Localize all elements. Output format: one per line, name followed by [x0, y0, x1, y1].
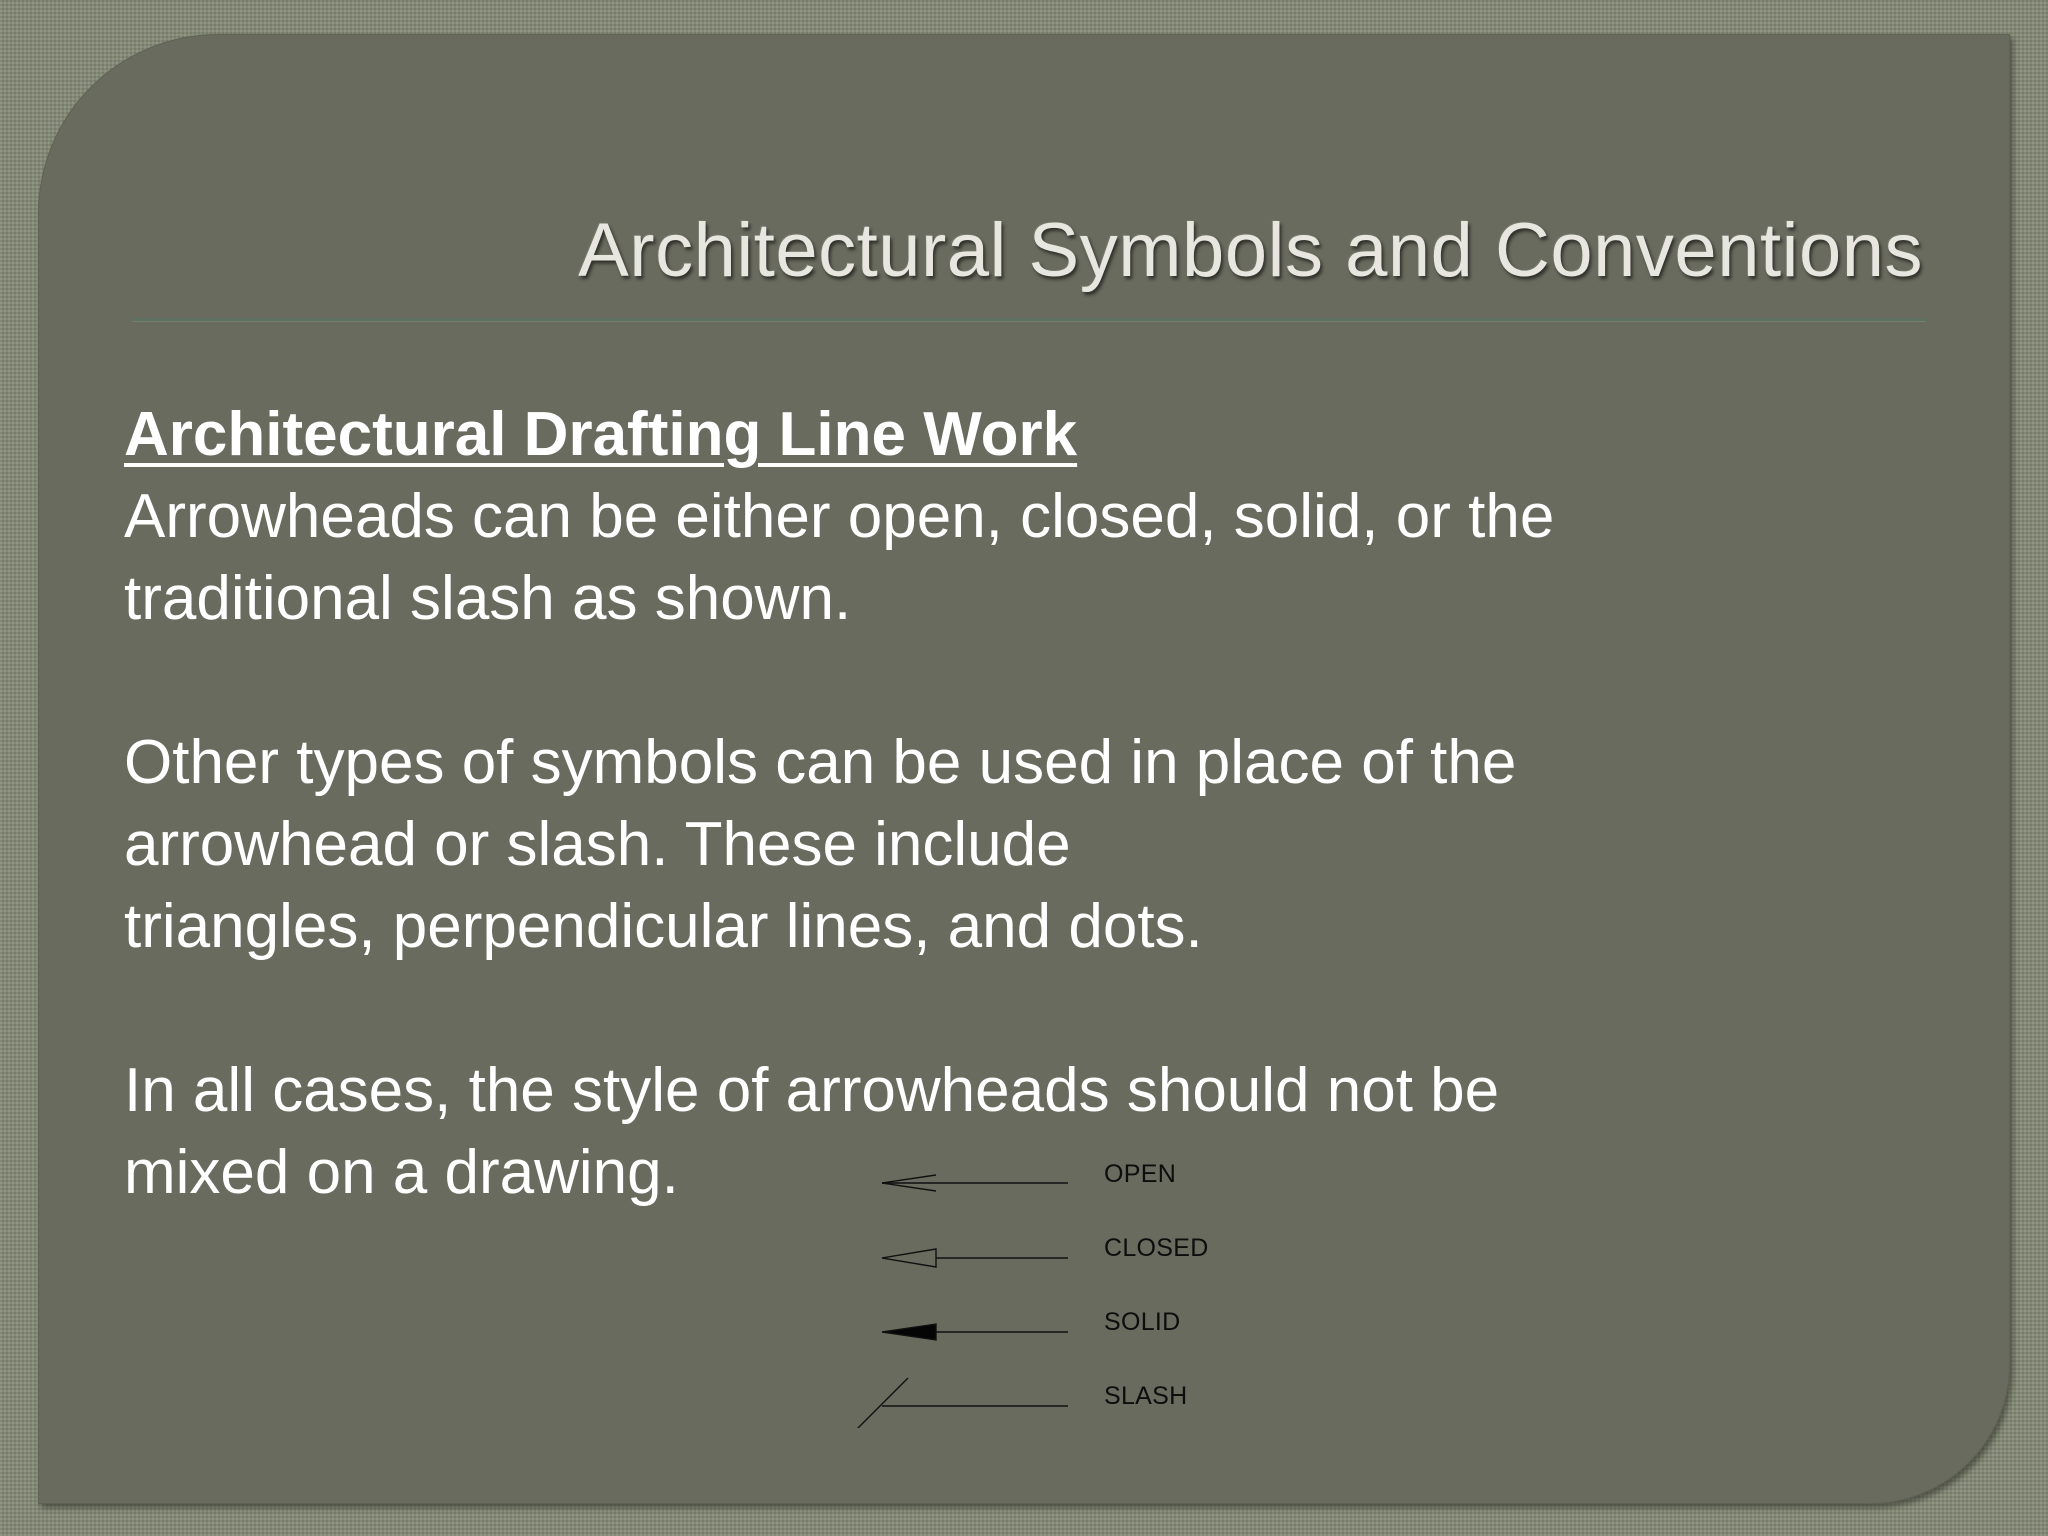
legend-label-closed: CLOSED [1104, 1234, 1209, 1262]
section-heading: Architectural Drafting Line Work [124, 400, 1078, 469]
text-line: mixed on a drawing. [124, 1138, 679, 1207]
slash-arrowhead-icon [855, 1378, 1068, 1428]
legend-label-solid: SOLID [1104, 1308, 1181, 1336]
legend-label-slash: SLASH [1104, 1382, 1188, 1410]
paragraph-spacer [124, 968, 1804, 1050]
text-line: triangles, perpendicular lines, and dots. [124, 892, 1203, 961]
slide-body [124, 394, 1804, 1214]
text-line: arrowhead or slash. These include [124, 810, 1071, 879]
open-arrowhead-icon [882, 1175, 1068, 1191]
solid-arrowhead-icon [882, 1324, 1068, 1340]
legend-label-open: OPEN [1104, 1160, 1177, 1188]
paragraph-other-symbols [124, 722, 1804, 968]
text-line: traditional slash as shown. [124, 564, 852, 633]
title-divider [132, 318, 1926, 321]
slide-title: Architectural Symbols and Conventions [578, 208, 1923, 293]
text-line: In all cases, the style of arrowheads should not be [124, 1056, 1500, 1125]
text-line: Arrowheads can be either open, closed, solid, or the [124, 482, 1555, 551]
paragraph-spacer [124, 640, 1804, 722]
paragraph-arrowheads [124, 476, 1804, 640]
closed-arrowhead-icon [882, 1249, 1068, 1267]
text-line: Other types of symbols can be used in place of the [124, 728, 1517, 797]
arrowhead-diagram [850, 1148, 1250, 1428]
arrowhead-legend [850, 1148, 1250, 1428]
